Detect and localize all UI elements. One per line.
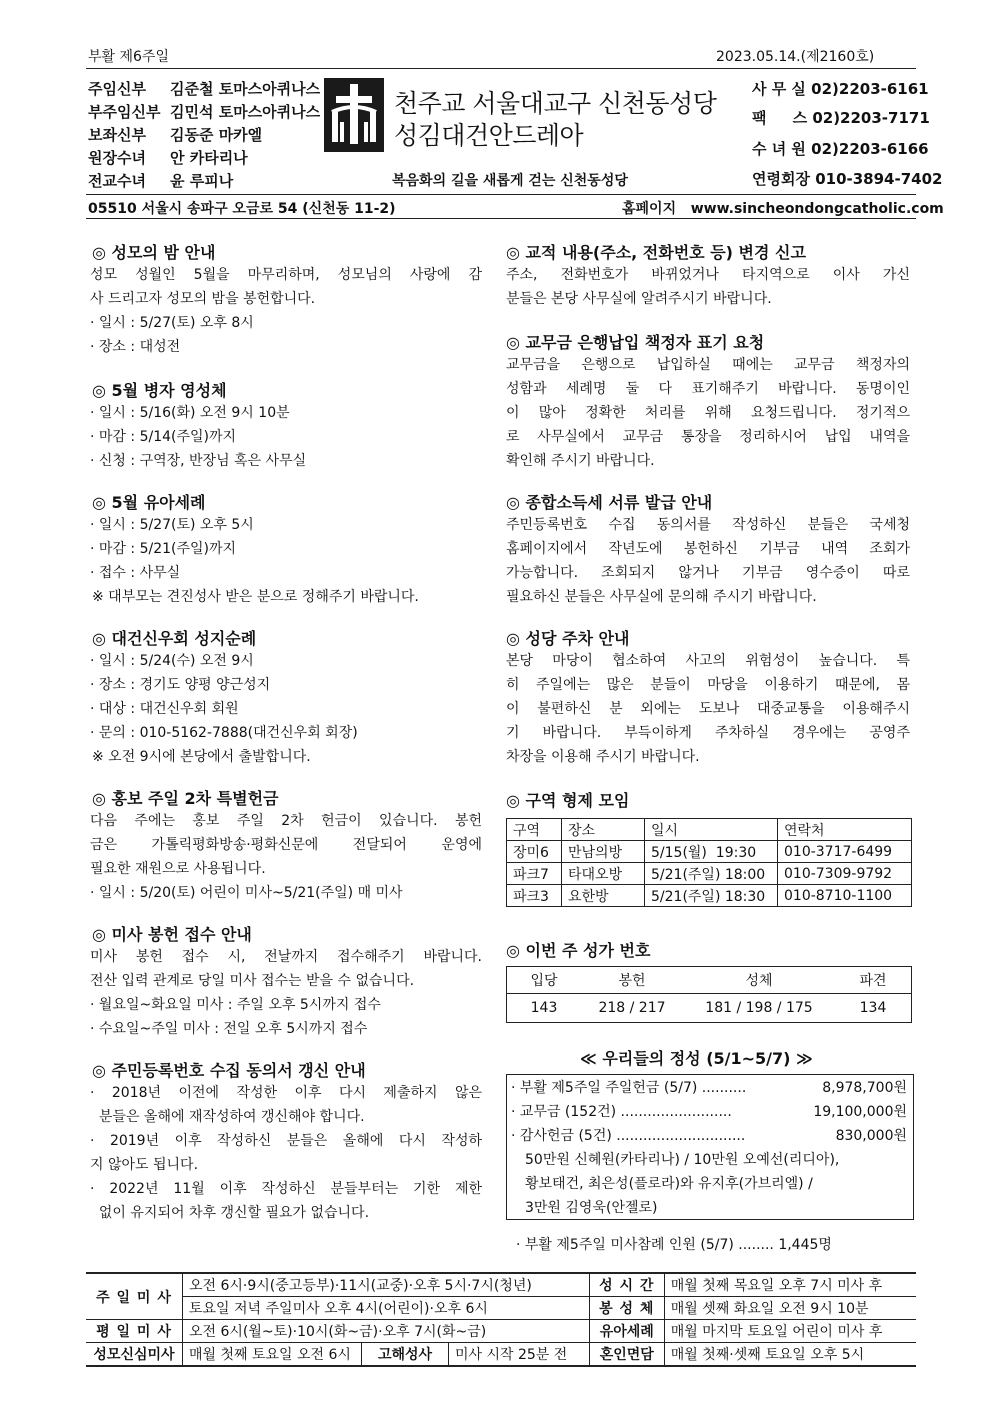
header-divider (86, 194, 916, 195)
paragraph: · 2019년 이후 작성하신 분들은 올해에 다시 작성하 (90, 1133, 482, 1149)
list-item: · 일시 : 5/24(수) 오전 9시 (90, 653, 254, 669)
list-item: · 일시 : 5/27(토) 오후 5시 (90, 517, 254, 533)
paragraph: 이 많아 정확한 처리를 위해 요청드립니다. 정기적으 (506, 405, 910, 421)
donor-list: 50만원 신혜원(카타리나) / 10만원 오예선(리디아), (525, 1152, 840, 1168)
list-item: · 접수 : 사무실 (90, 565, 181, 581)
sunday-mass-times: 오전 6시·9시(중고등부)·11시(교중)·오후 5시·7시(청년) (183, 1273, 590, 1297)
issue-date: 2023.05.14.(제2160호) (716, 49, 875, 65)
paragraph: · 2018년 이전에 작성한 이후 다시 제출하지 않은 (90, 1085, 482, 1101)
infant-baptism-label: 유아세례 (589, 1320, 664, 1343)
section-title: ◎ 주민등록번호 수집 동의서 갱신 안내 (92, 1061, 366, 1080)
list-item: · 문의 : 010-5162-7888(대건신우회 회장) (90, 725, 358, 741)
list-item: · 교무금 (152건) ......................... (511, 1104, 732, 1120)
communion-time: 매월 셋째 화요일 오전 9시 10분 (664, 1297, 916, 1320)
staff-row: 보좌신부 김동준 마카엘 (88, 126, 263, 144)
table-row (86, 1297, 916, 1320)
address: 05510 서울시 송파구 오금로 54 (신천동 11-2) (88, 201, 396, 217)
top-divider (86, 68, 916, 69)
paragraph: 미사 봉헌 접수 시, 전날까지 접수해주기 바랍니다. (90, 949, 482, 965)
weekday-mass-label: 평 일 미 사 (86, 1320, 183, 1343)
paragraph: 성모 성월인 5월을 마무리하며, 성모님의 사랑에 감 (90, 267, 482, 283)
district-meeting-table (506, 818, 912, 907)
church-emblem-icon (324, 78, 384, 152)
contact-convent: 수 녀 원 02)2203-6166 (752, 140, 929, 158)
mass-schedule-table (86, 1272, 916, 1367)
paragraph: 주소, 전화번호가 바뀌었거나 타지역으로 이사 가신 (506, 267, 910, 283)
infant-baptism-time: 매월 마지막 토요일 어린이 미사 후 (664, 1320, 916, 1343)
paragraph: 없이 유지되어 차후 갱신할 필요가 없습니다. (90, 1205, 370, 1221)
section-title: ◎ 이번 주 성가 번호 (506, 941, 651, 960)
section-title: ◎ 홍보 주일 2차 특별헌금 (92, 789, 279, 808)
donor-list: 황보태건, 최은성(플로라)와 유지후(가브리엘) / (525, 1176, 813, 1192)
amount: 8,978,700원 (822, 1080, 907, 1096)
paragraph: 성함과 세례명 둘 다 표기해주기 바랍니다. 동명이인 (506, 381, 910, 397)
table-row: 파크3 요한방 5/21(주일) 18:30 010-8710-1100 (507, 885, 912, 907)
section-title: ◎ 구역 형제 모임 (506, 791, 630, 810)
offering-box (506, 1074, 914, 1220)
paragraph: 분들은 올해에 재작성하여 갱신해야 합니다. (90, 1109, 365, 1125)
paragraph: 가능합니다. 조회되지 않거나 기부금 영수증이 따로 (506, 565, 910, 581)
list-item: · 신청 : 구역장, 반장님 혹은 사무실 (90, 453, 307, 469)
list-item: · 수요일~주일 미사 : 전일 오후 5시까지 접수 (90, 1021, 368, 1037)
staff-row: 주임신부 김준철 토마스아퀴나스 (88, 80, 321, 98)
note: ※ 오전 9시에 본당에서 출발합니다. (92, 749, 311, 765)
list-item: · 월요일~화요일 미사 : 주일 오후 5시까지 접수 (90, 997, 381, 1013)
marriage-label: 혼인면담 (589, 1343, 664, 1367)
week-label: 부활 제6주일 (88, 49, 169, 65)
staff-row: 원장수녀 안 카타리나 (88, 149, 248, 167)
sunday-mass-label: 주 일 미 사 (86, 1273, 183, 1320)
paragraph: 이 불편하신 분 외에는 도보나 대중교통을 이용해주시 (506, 701, 910, 717)
paragraph: 확인해 주시기 바랍니다. (506, 453, 655, 469)
section-title: ◎ 종합소득세 서류 발급 안내 (506, 493, 713, 512)
table-row (86, 1273, 916, 1297)
paragraph: 다음 주에는 홍보 주일 2차 헌금이 있습니다. 봉헌 (90, 813, 482, 829)
section-title: ◎ 대건신우회 성지순례 (92, 629, 257, 648)
holy-hour-label: 성 시 간 (589, 1273, 664, 1297)
contact-office: 사 무 실 02)2203-6161 (752, 80, 929, 98)
table-header-row: 구역 장소 일시 연락처 (507, 819, 912, 841)
amount: 19,100,000원 (813, 1104, 907, 1120)
amount: 830,000원 (835, 1128, 907, 1144)
saturday-mass-times: 토요일 저녁 주일미사 오후 4시(어린이)·오후 6시 (183, 1297, 590, 1320)
paragraph: 필요하신 분들은 사무실에 문의해 주시기 바랍니다. (506, 589, 817, 605)
church-title: 천주교 서울대교구 신천동성당 (394, 89, 717, 118)
slogan: 복음화의 길을 새롭게 걷는 신천동성당 (392, 173, 628, 189)
church-subtitle: 성김대건안드레아 (394, 121, 584, 150)
paragraph: 사 드리고자 성모의 밤을 봉헌합니다. (90, 291, 316, 307)
section-title: ◎ 5월 유아세례 (92, 493, 206, 512)
section-title: ◎ 교적 내용(주소, 전화번호 등) 변경 신고 (506, 243, 806, 262)
contact-funeral: 연령회장 010-3894-7402 (752, 170, 943, 188)
section-title: ◎ 성모의 밤 안내 (92, 243, 216, 262)
paragraph: 지 않아도 됩니다. (90, 1157, 199, 1173)
holy-hour-time: 매월 첫째 목요일 오후 7시 미사 후 (664, 1273, 916, 1297)
hymn-number-table (506, 966, 912, 1023)
paragraph: 전산 입력 관계로 당일 미사 접수는 받을 수 없습니다. (90, 973, 415, 989)
homepage-link[interactable]: www.sincheondongcatholic.com (690, 201, 944, 217)
paragraph: 기 바랍니다. 부득이하게 주차하실 경우에는 공영주 (506, 725, 910, 741)
marian-mass-time: 매월 첫째 토요일 오전 6시 (183, 1343, 362, 1367)
staff-row: 전교수녀 윤 루피나 (88, 172, 234, 190)
marriage-time: 매월 첫째·셋째 토요일 오후 5시 (664, 1343, 916, 1367)
donor-list: 3만원 김영욱(안젤로) (525, 1200, 658, 1216)
list-item: · 장소 : 대성전 (90, 339, 181, 355)
contact-fax: 팩 스 02)2203-7171 (752, 109, 930, 127)
section-title: ≪ 우리들의 정성 (5/1~5/7) ≫ (580, 1049, 813, 1068)
communion-label: 봉 성 체 (589, 1297, 664, 1320)
paragraph: 필요한 재원으로 사용됩니다. (90, 861, 266, 877)
table-row: 143 218 / 217 181 / 198 / 175 134 (530, 1000, 887, 1016)
paragraph: 금은 가톨릭평화방송·평화신문에 전달되어 운영에 (90, 837, 482, 853)
church-logo (324, 78, 384, 152)
list-item: · 일시 : 5/20(토) 어린이 미사~5/21(주일) 매 미사 (90, 885, 403, 901)
list-item: · 장소 : 경기도 양평 양근성지 (90, 677, 271, 693)
section-title: ◎ 교무금 은행납입 책정자 표기 요청 (506, 333, 765, 352)
paragraph: 교무금을 은행으로 납입하실 때에는 교무금 책정자의 (506, 357, 910, 373)
list-item: · 감사헌금 (5건) ............................. (511, 1128, 746, 1144)
table-row (86, 1320, 916, 1343)
homepage: 홈페이지 www.sincheondongcatholic.com (622, 201, 944, 217)
confession-label: 고해성사 (362, 1343, 449, 1367)
list-item: · 마감 : 5/14(주일)까지 (90, 429, 237, 445)
list-item: · 일시 : 5/16(화) 오전 9시 10분 (90, 405, 290, 421)
paragraph: 로 사무실에서 교무금 통장을 정리하시어 납입 내역을 (506, 429, 910, 445)
list-item: · 부활 제5주일 주일헌금 (5/7) .......... (511, 1080, 747, 1096)
confession-time: 미사 시작 25분 전 (449, 1343, 590, 1367)
table-row: 장미6 만남의방 5/15(월) 19:30 010-3717-6499 (507, 841, 912, 863)
marian-mass-label: 성모신심미사 (86, 1343, 183, 1367)
section-title: ◎ 미사 봉헌 접수 안내 (92, 925, 252, 944)
paragraph: 본당 마당이 협소하여 사고의 위험성이 높습니다. 특 (506, 653, 910, 669)
table-row (86, 1343, 916, 1367)
paragraph: 주민등록번호 수집 동의서를 작성하신 분들은 국세청 (506, 517, 910, 533)
paragraph: 분들은 본당 사무실에 알려주시기 바랍니다. (506, 291, 772, 307)
section-title: ◎ 성당 주차 안내 (506, 629, 630, 648)
list-item: · 마감 : 5/21(주일)까지 (90, 541, 237, 557)
paragraph: 히 주일에는 많은 분들이 마당을 이용하기 때문에, 몸 (506, 677, 910, 693)
weekday-mass-times: 오전 6시(월~토)·10시(화~금)·오후 7시(화~금) (183, 1320, 590, 1343)
section-title: ◎ 5월 병자 영성체 (92, 381, 227, 400)
address-divider (86, 218, 916, 219)
attendance: · 부활 제5주일 미사참례 인원 (5/7) ........ 1,445명 (516, 1237, 832, 1253)
paragraph: 홈페이지에서 작년도에 봉헌하신 기부금 내역 조회가 (506, 541, 910, 557)
table-header-row: 입당 봉헌 성체 파견 (507, 967, 912, 994)
staff-row: 부주임신부 김민석 토마스아퀴나스 (88, 103, 321, 121)
table-row: 파크7 타대오방 5/21(주일) 18:00 010-7309-9792 (507, 863, 912, 885)
paragraph: · 2022년 11월 이후 작성하신 분들부터는 기한 제한 (90, 1181, 482, 1197)
paragraph: 차장을 이용해 주시기 바랍니다. (506, 749, 700, 765)
note: ※ 대부모는 견진성사 받은 분으로 정해주기 바랍니다. (92, 589, 419, 605)
list-item: · 대상 : 대건신우회 회원 (90, 701, 239, 717)
list-item: · 일시 : 5/27(토) 오후 8시 (90, 315, 254, 331)
